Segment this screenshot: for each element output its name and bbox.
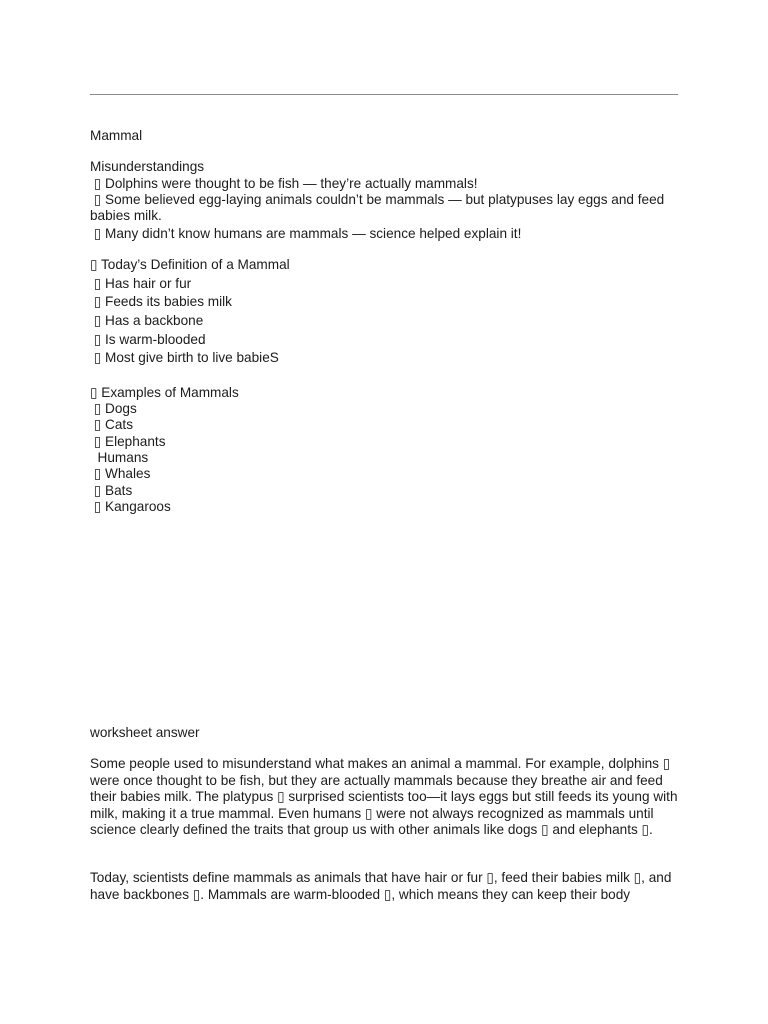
misunderstandings-heading: Misunderstandings [90, 159, 205, 174]
example-item: ▯ Bats [90, 483, 133, 498]
example-item: Humans [90, 450, 149, 465]
answer-paragraph-1 [90, 756, 680, 839]
answer-paragraph-2 [90, 870, 680, 903]
definition-heading: ▯ Today’s Definition of a Mammal [90, 257, 290, 272]
definition-item: ▯ Most give birth to live babieS [90, 350, 279, 365]
example-item: ▯ Whales [90, 466, 151, 481]
answer-paragraph-1-text: Some people used to misunderstand what makes an animal a mammal. For example, dolphins ▯ were once thought to be fish, but they are actually mammals because they breathe air and feed their babies milk. The platypus ▯ surprised scientists too—it lays eggs but still feeds its young with milk, making it a true mammal. Even humans ▯ were not always recognized as mammals until science clearly defined the traits that group us with other animals like dogs ▯ and elephants ▯. [90, 756, 678, 837]
examples-heading: ▯ Examples of Mammals [90, 385, 239, 400]
answer-heading: worksheet answer [90, 725, 200, 740]
answer-paragraph-2-text: Today, scientists define mammals as animals that have hair or fur ▯, feed their babies milk ▯, and have backbones ▯. Mammals are warm-blooded ▯, which means they can keep their body [90, 870, 672, 902]
misunderstanding-item: ▯ Many didn’t know humans are mammals — science helped explain it! [90, 226, 522, 241]
misunderstanding-item-continuation: babies milk. [90, 208, 162, 223]
definition-item: ▯ Is warm-blooded [90, 332, 206, 347]
definition-item: ▯ Has a backbone [90, 313, 204, 328]
header-rule [90, 94, 678, 95]
document-title: Mammal [90, 128, 143, 143]
definition-item: ▯ Feeds its babies milk [90, 294, 232, 309]
misunderstanding-item: ▯ Dolphins were thought to be fish — they’re actually mammals! [90, 176, 478, 191]
misunderstanding-item: ▯ Some believed egg-laying animals couldn’t be mammals — but platypuses lay eggs and feed [90, 192, 665, 207]
example-item: ▯ Kangaroos [90, 499, 171, 514]
example-item: ▯ Cats [90, 417, 133, 432]
definition-item: ▯ Has hair or fur [90, 276, 192, 291]
example-item: ▯ Dogs [90, 401, 137, 416]
example-item: ▯ Elephants [90, 434, 166, 449]
